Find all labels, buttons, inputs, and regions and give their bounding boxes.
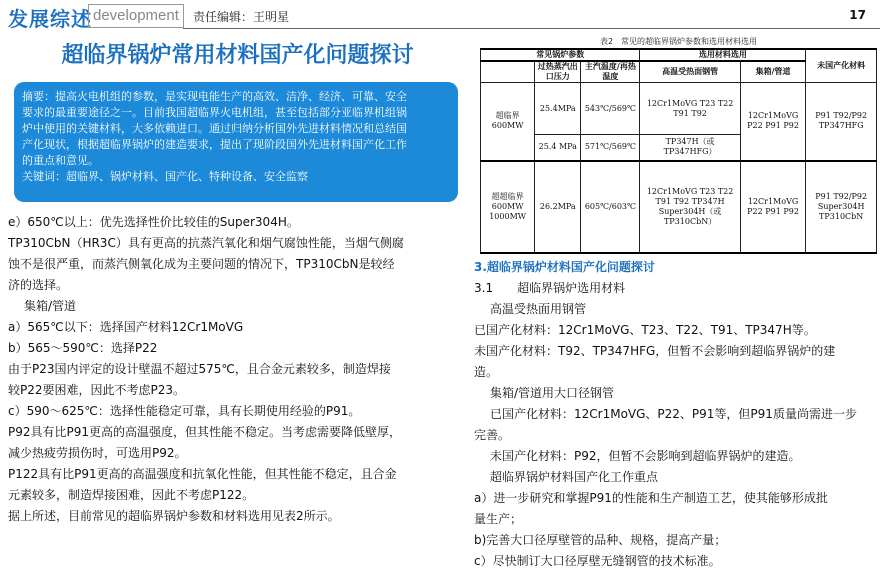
text-line: 由于P23国内评定的设计壁温不超过575℃，且合金元素较多，制造焊接 [8,362,391,376]
header-rule [183,28,880,29]
text-line: a）进一步研究和掌握P91的性能和生产制造工艺，使其能够形成批 [474,491,828,505]
text-line: c）尽快制订大口径厚壁无缝钢管的技术标准。 [474,554,721,568]
page-header [0,0,888,30]
text-line: a）565℃以下：选择国产材料12Cr1MoVG [8,320,244,334]
cell-not-local: P91 T92/P92 TP347HFG [806,83,877,161]
section-brand-en: development [88,4,184,28]
text-line: TP310CbN（HR3C）具有更高的抗蒸汽氧化和烟气腐蚀性能，当烟气侧腐 [8,236,404,250]
text-line: b）565～590℃：选择P22 [8,341,158,355]
cell-pressure: 25.4MPa [535,83,581,135]
page-number: 17 [849,8,866,22]
text-line: 集箱/管道 [24,299,77,313]
header-not-local: 未国产化材料 [806,49,877,83]
abstract-box [14,82,458,202]
cell-superheater: TP347H（或 TP347HFG） [640,135,740,161]
header-params: 常见锅炉参数 [481,49,640,61]
editor-credit: 责任编辑：王明星 [193,10,290,24]
abstract-line: 产化现状，根据超临界锅炉的建造要求，提出了现阶段国外先进材料国产化工作 [22,138,407,151]
table-caption: 表2 常见的超临界锅炉参数和选用材料选用 [599,37,758,46]
header-materials: 选用材料选用 [640,49,806,61]
keywords-line: 关键词：超临界、锅炉材料、国产化、特种设备、安全监察 [22,170,308,183]
header-superheater: 高温受热面钢管 [640,61,740,83]
abstract-line: 的重点和意见。 [22,154,99,167]
cell-pressure: 25.4 MPa [535,135,581,161]
abstract-line: 摘要：提高火电机组的参数，是实现电能生产的高效、洁净、经济、可靠、安全 [22,90,407,103]
right-column-text [474,257,882,572]
text-line: 未国产化材料：P92，但暂不会影响到超临界锅炉的建造。 [490,449,801,463]
text-line: 3.1 超临界锅炉选用材料 [474,281,626,295]
text-line: 未国产化材料：T92、TP347HFG，但暂不会影响到超临界锅炉的建 [474,344,836,358]
cell-temp: 571℃/569℃ [581,135,640,161]
text-line: 3.超临界锅炉材料国产化问题探讨 [474,260,655,274]
text-line: 超临界锅炉材料国产化工作重点 [490,470,659,484]
section-brand: 发展综述 [8,7,92,31]
cell-superheater: 12Cr1MoVG T23 T22 T91 T92 [640,83,740,135]
cell-not-local: P91 T92/P92 Super304H TP310CbN [806,161,877,253]
header-pressure: 过热蒸汽出口压力 [535,61,581,83]
text-line: P92具有比P91更高的高温强度，但其性能不稳定。当考虑需要降低壁厚， [8,425,402,439]
text-line: c）590～625℃：选择性能稳定可靠，具有长期使用经验的P91。 [8,404,361,418]
cell-unit: 超临界600MW [481,83,535,161]
cell-pressure: 26.2MPa [535,161,581,253]
text-line: 济的选择。 [8,278,69,292]
cell-temp: 543℃/569℃ [581,83,640,135]
header-unit [481,61,535,83]
text-line: 减少热疲劳损伤时，可选用P92。 [8,446,187,460]
header-pipe: 集箱/管道 [740,61,806,83]
text-line: 高温受热面用钢管 [490,302,587,316]
boiler-materials-table [480,48,877,254]
cell-unit: 超超临界600MW 1000MW [481,161,535,253]
text-line: e）650℃以上：优先选择性价比较佳的Super304H。 [8,215,299,229]
header-temp: 主汽温度/再热温度 [581,61,640,83]
left-column-text [8,212,463,527]
text-line: b)完善大口径厚壁管的品种、规格，提高产量； [474,533,727,547]
text-line: 已国产化材料：12Cr1MoVG、T23、T22、T91、TP347H等。 [474,323,816,337]
abstract-line: 炉中使用的关键材料，大多依赖进口。通过归纳分析国外先进材料情况和总结国 [22,122,407,135]
text-line: 集箱/管道用大口径钢管 [490,386,615,400]
text-line: 据上所述，目前常见的超临界锅炉参数和材料选用见表2所示。 [8,509,340,523]
text-line: P122具有比P91更高的高温强度和抗氧化性能，但其性能不稳定，且合金 [8,467,397,481]
text-line: 较P22要困难，因此不考虑P23。 [8,383,186,397]
text-line: 元素较多，制造焊接困难，因此不考虑P122。 [8,488,255,502]
material-table [480,36,877,256]
text-line: 蚀不是很严重，而蒸汽侧氧化成为主要问题的情况下，TP310CbN是较经 [8,257,395,271]
cell-pipe: 12Cr1MoVG P22 P91 P92 [740,161,806,253]
text-line: 已国产化材料：12Cr1MoVG、P22、P91等，但P91质量尚需进一步 [490,407,857,421]
article-title: 超临界锅炉常用材料国产化问题探讨 [61,43,414,68]
cell-superheater: 12Cr1MoVG T23 T22 T91 T92 TP347H Super304H（或 TP310CbN） [640,161,740,253]
abstract-line: 要求的最重要途径之一。目前我国超临界火电机组，甚至包括部分亚临界机组锅 [22,106,407,119]
cell-pipe: 12Cr1MoVG P22 P91 P92 [740,83,806,161]
text-line: 量生产； [474,512,523,526]
text-line: 造。 [474,365,499,379]
text-line: 完善。 [474,428,511,442]
cell-temp: 605℃/603℃ [581,161,640,253]
